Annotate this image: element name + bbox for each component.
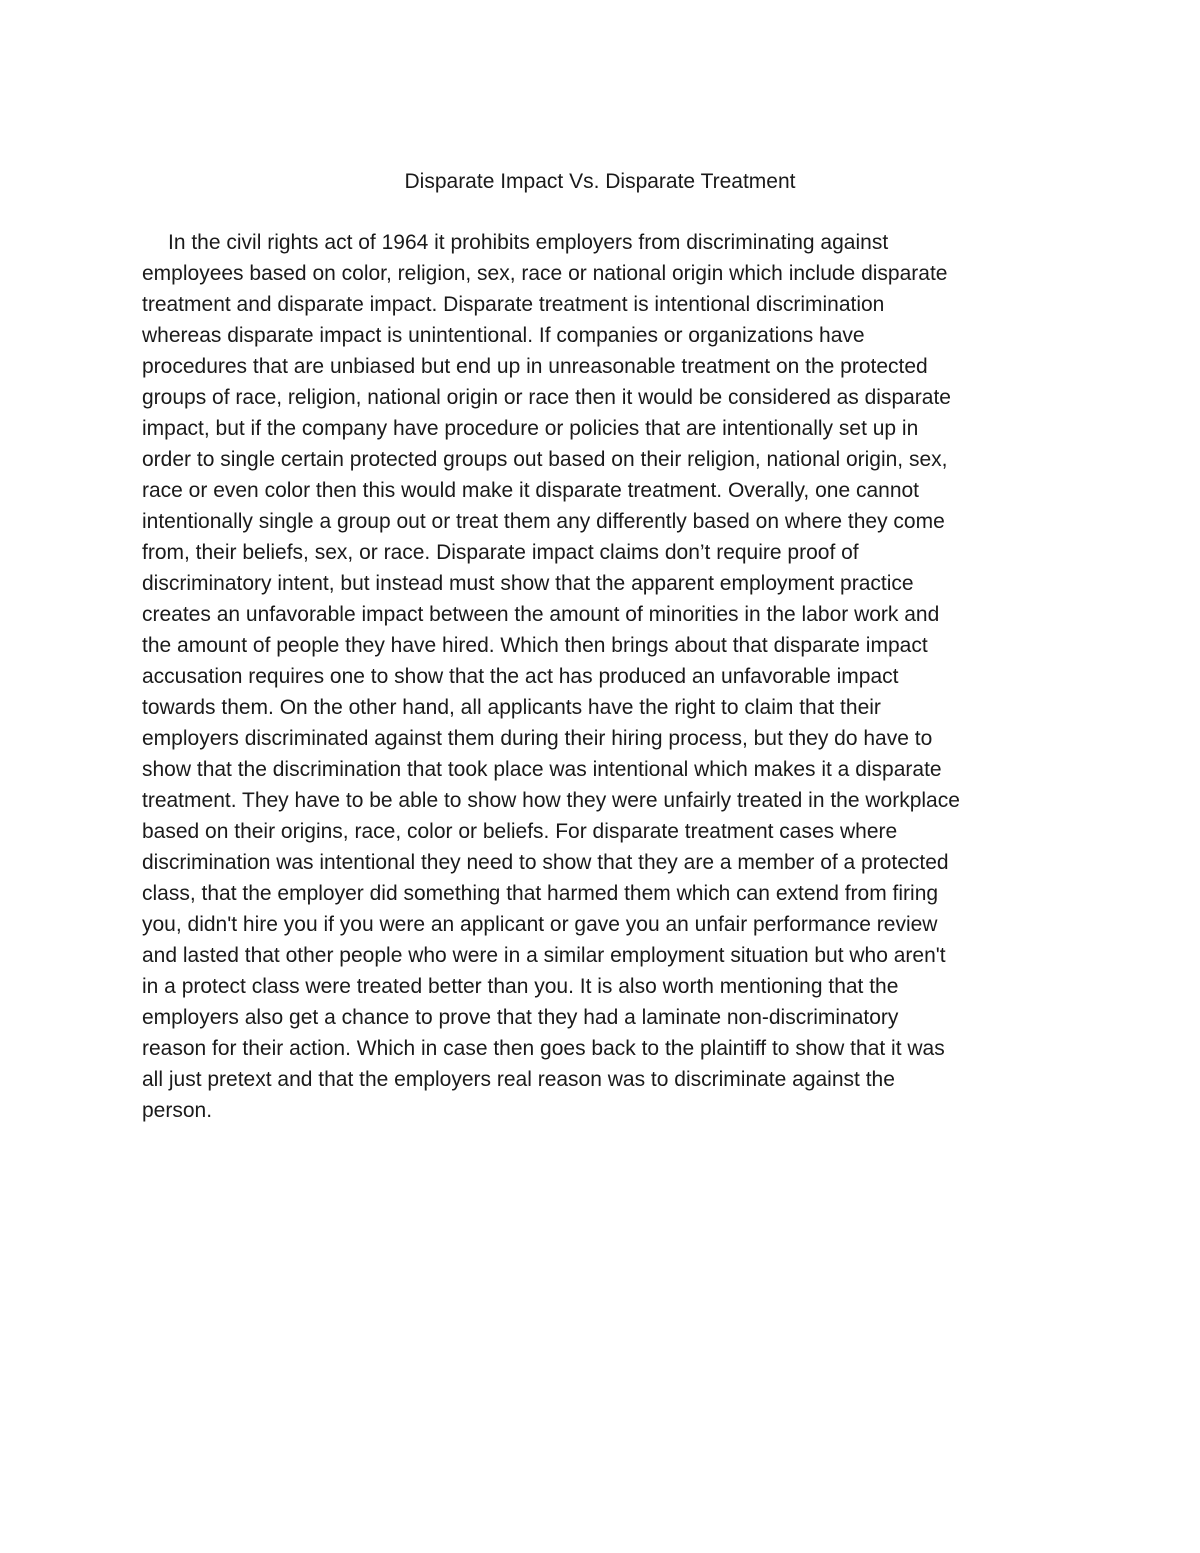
- body-line: treatment. They have to be able to show how they were unfairly treated in the workplace: [142, 789, 960, 812]
- body-line: employers discriminated against them during their hiring process, but they do have to: [142, 727, 933, 750]
- body-line: In the civil rights act of 1964 it prohibits employers from discriminating against: [168, 231, 889, 254]
- body-line: whereas disparate impact is unintentional. If companies or organizations have: [142, 324, 865, 347]
- document-body: [142, 227, 1072, 1126]
- body-line: from, their beliefs, sex, or race. Disparate impact claims don’t require proof of: [142, 541, 859, 564]
- body-line: impact, but if the company have procedure or policies that are intentionally set up in: [142, 417, 919, 440]
- body-line: towards them. On the other hand, all applicants have the right to claim that their: [142, 696, 881, 719]
- body-line: class, that the employer did something that harmed them which can extend from firing: [142, 882, 939, 905]
- body-line: and lasted that other people who were in a similar employment situation but who aren't: [142, 944, 946, 967]
- body-line: you, didn't hire you if you were an applicant or gave you an unfair performance review: [142, 913, 938, 936]
- body-line: based on their origins, race, color or beliefs. For disparate treatment cases where: [142, 820, 898, 843]
- body-line: person.: [142, 1099, 213, 1122]
- body-line: employers also get a chance to prove that they had a laminate non-discriminatory: [142, 1006, 899, 1029]
- body-line: discriminatory intent, but instead must show that the apparent employment practice: [142, 572, 914, 595]
- body-line: race or even color then this would make it disparate treatment. Overally, one cannot: [142, 479, 920, 502]
- body-line: show that the discrimination that took place was intentional which makes it a disparate: [142, 758, 942, 781]
- body-line: all just pretext and that the employers real reason was to discriminate against the: [142, 1068, 895, 1091]
- document-title: Disparate Impact Vs. Disparate Treatment: [404, 170, 796, 193]
- body-line: discrimination was intentional they need to show that they are a member of a protected: [142, 851, 949, 874]
- body-line: accusation requires one to show that the act has produced an unfavorable impact: [142, 665, 899, 688]
- body-line: employees based on color, religion, sex, race or national origin which include disparate: [142, 262, 948, 285]
- body-line: procedures that are unbiased but end up in unreasonable treatment on the protected: [142, 355, 928, 378]
- body-line: groups of race, religion, national origin or race then it would be considered as disparate: [142, 386, 951, 409]
- body-line: the amount of people they have hired. Which then brings about that disparate impact: [142, 634, 928, 657]
- body-line: in a protect class were treated better than you. It is also worth mentioning that the: [142, 975, 899, 998]
- body-line: reason for their action. Which in case then goes back to the plaintiff to show that it was: [142, 1037, 945, 1060]
- body-line: creates an unfavorable impact between the amount of minorities in the labor work and: [142, 603, 940, 626]
- body-line: intentionally single a group out or treat them any differently based on where they come: [142, 510, 945, 533]
- body-line: order to single certain protected groups out based on their religion, national origin, sex,: [142, 448, 948, 471]
- body-line: treatment and disparate impact. Disparate treatment is intentional discrimination: [142, 293, 885, 316]
